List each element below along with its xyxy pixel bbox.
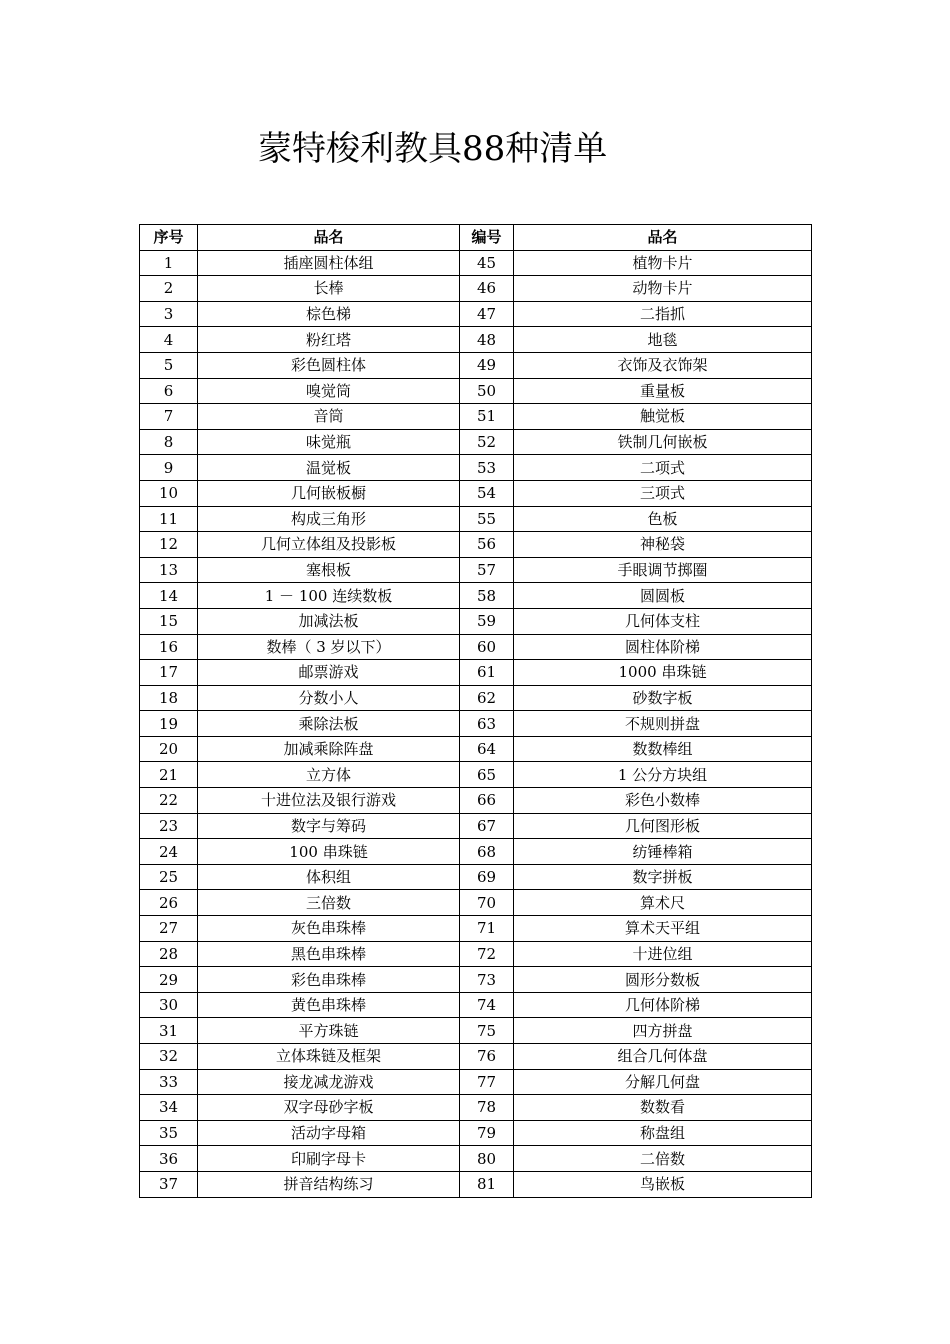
cell-name-left: 棕色梯 [198,301,460,327]
cell-number: 50 [460,378,514,404]
cell-name-left: 加减法板 [198,608,460,634]
table-row [140,1146,812,1172]
cell-name-left: 长棒 [198,276,460,302]
cell-name-left: 数棒（ 3 岁以下） [198,634,460,660]
cell-name-right: 地毯 [514,327,812,353]
cell-seq: 22 [140,788,198,814]
table-row [140,557,812,583]
cell-seq: 13 [140,557,198,583]
cell-name-left: 立体珠链及框架 [198,1044,460,1070]
cell-number: 79 [460,1120,514,1146]
cell-seq: 5 [140,352,198,378]
cell-number: 47 [460,301,514,327]
table-row [140,378,812,404]
table-row [140,480,812,506]
cell-seq: 12 [140,532,198,558]
cell-name-left: 体积组 [198,864,460,890]
table-row [140,532,812,558]
cell-name-left: 印刷字母卡 [198,1146,460,1172]
cell-name-right: 数数棒组 [514,736,812,762]
table-row [140,839,812,865]
cell-seq: 23 [140,813,198,839]
cell-number: 60 [460,634,514,660]
cell-seq: 15 [140,608,198,634]
cell-seq: 37 [140,1171,198,1197]
cell-seq: 27 [140,916,198,942]
cell-number: 73 [460,967,514,993]
cell-number: 51 [460,404,514,430]
cell-name-left: 塞根板 [198,557,460,583]
table-row [140,1018,812,1044]
cell-name-right: 铁制几何嵌板 [514,429,812,455]
cell-name-right: 鸟嵌板 [514,1171,812,1197]
cell-seq: 9 [140,455,198,481]
cell-name-left: 粉红塔 [198,327,460,353]
cell-number: 77 [460,1069,514,1095]
cell-seq: 21 [140,762,198,788]
cell-name-right: 1000 串珠链 [514,660,812,686]
cell-seq: 26 [140,890,198,916]
cell-name-right: 手眼调节掷圈 [514,557,812,583]
cell-name-right: 数字拼板 [514,864,812,890]
table-row [140,1120,812,1146]
cell-number: 80 [460,1146,514,1172]
cell-seq: 31 [140,1018,198,1044]
table-row [140,506,812,532]
cell-seq: 3 [140,301,198,327]
table-row [140,890,812,916]
cell-name-left: 黄色串珠棒 [198,992,460,1018]
table-row [140,1044,812,1070]
cell-name-right: 神秘袋 [514,532,812,558]
cell-name-right: 重量板 [514,378,812,404]
cell-number: 53 [460,455,514,481]
cell-seq: 25 [140,864,198,890]
cell-seq: 6 [140,378,198,404]
table-row [140,634,812,660]
cell-name-left: 100 串珠链 [198,839,460,865]
cell-number: 55 [460,506,514,532]
cell-seq: 24 [140,839,198,865]
cell-number: 76 [460,1044,514,1070]
cell-name-right: 算术天平组 [514,916,812,942]
cell-number: 81 [460,1171,514,1197]
cell-name-left: 平方珠链 [198,1018,460,1044]
cell-name-right: 圆形分数板 [514,967,812,993]
cell-name-right: 触觉板 [514,404,812,430]
table-header-row [140,225,812,251]
cell-number: 46 [460,276,514,302]
cell-name-right: 色板 [514,506,812,532]
cell-name-left: 立方体 [198,762,460,788]
header-seq: 序号 [140,225,198,251]
cell-number: 52 [460,429,514,455]
table-row [140,967,812,993]
cell-name-left: 温觉板 [198,455,460,481]
cell-seq: 29 [140,967,198,993]
cell-number: 54 [460,480,514,506]
cell-name-right: 四方拼盘 [514,1018,812,1044]
table-row [140,250,812,276]
cell-name-left: 音筒 [198,404,460,430]
table-row [140,992,812,1018]
table-row [140,916,812,942]
cell-seq: 8 [140,429,198,455]
cell-seq: 36 [140,1146,198,1172]
cell-seq: 33 [140,1069,198,1095]
cell-name-left: 嗅觉筒 [198,378,460,404]
table-row [140,660,812,686]
cell-name-left: 1 － 100 连续数板 [198,583,460,609]
cell-number: 75 [460,1018,514,1044]
cell-name-right: 三项式 [514,480,812,506]
cell-name-right: 彩色小数棒 [514,788,812,814]
cell-name-right: 不规则拼盘 [514,711,812,737]
cell-name-right: 动物卡片 [514,276,812,302]
cell-name-left: 彩色串珠棒 [198,967,460,993]
cell-seq: 7 [140,404,198,430]
cell-name-left: 味觉瓶 [198,429,460,455]
cell-seq: 4 [140,327,198,353]
cell-seq: 10 [140,480,198,506]
cell-seq: 32 [140,1044,198,1070]
cell-seq: 11 [140,506,198,532]
table-row [140,685,812,711]
table-row [140,404,812,430]
table-row [140,941,812,967]
cell-name-right: 二倍数 [514,1146,812,1172]
cell-number: 64 [460,736,514,762]
cell-name-right: 分解几何盘 [514,1069,812,1095]
cell-number: 78 [460,1095,514,1121]
table-row [140,788,812,814]
cell-name-left: 几何嵌板橱 [198,480,460,506]
cell-number: 61 [460,660,514,686]
cell-name-left: 十进位法及银行游戏 [198,788,460,814]
cell-number: 72 [460,941,514,967]
cell-seq: 20 [140,736,198,762]
cell-name-left: 分数小人 [198,685,460,711]
cell-name-right: 组合几何体盘 [514,1044,812,1070]
table-row [140,813,812,839]
table-row [140,711,812,737]
cell-name-left: 加减乘除阵盘 [198,736,460,762]
cell-number: 70 [460,890,514,916]
cell-seq: 1 [140,250,198,276]
cell-seq: 28 [140,941,198,967]
cell-name-left: 彩色圆柱体 [198,352,460,378]
table-row [140,429,812,455]
cell-number: 74 [460,992,514,1018]
table-row [140,583,812,609]
cell-number: 66 [460,788,514,814]
cell-seq: 19 [140,711,198,737]
cell-seq: 18 [140,685,198,711]
cell-name-left: 几何立体组及投影板 [198,532,460,558]
cell-number: 62 [460,685,514,711]
cell-name-left: 活动字母箱 [198,1120,460,1146]
cell-name-right: 衣饰及衣饰架 [514,352,812,378]
cell-name-left: 乘除法板 [198,711,460,737]
cell-name-right: 数数看 [514,1095,812,1121]
cell-number: 67 [460,813,514,839]
table-row [140,736,812,762]
cell-name-right: 几何图形板 [514,813,812,839]
cell-seq: 35 [140,1120,198,1146]
table-row [140,608,812,634]
cell-name-left: 三倍数 [198,890,460,916]
table-row [140,276,812,302]
cell-name-left: 插座圆柱体组 [198,250,460,276]
cell-name-left: 双字母砂字板 [198,1095,460,1121]
cell-number: 48 [460,327,514,353]
table-row [140,1095,812,1121]
cell-name-right: 二指抓 [514,301,812,327]
cell-name-left: 接龙减龙游戏 [198,1069,460,1095]
table-row [140,1069,812,1095]
header-name-left: 品名 [198,225,460,251]
cell-name-left: 拼音结构练习 [198,1171,460,1197]
header-number: 编号 [460,225,514,251]
cell-seq: 34 [140,1095,198,1121]
table-row [140,301,812,327]
cell-number: 63 [460,711,514,737]
cell-name-right: 十进位组 [514,941,812,967]
table-row [140,352,812,378]
cell-number: 71 [460,916,514,942]
table-row [140,455,812,481]
cell-name-right: 砂数字板 [514,685,812,711]
cell-number: 45 [460,250,514,276]
table-row [140,864,812,890]
cell-name-right: 二项式 [514,455,812,481]
cell-number: 65 [460,762,514,788]
cell-name-right: 几何体支柱 [514,608,812,634]
cell-name-left: 邮票游戏 [198,660,460,686]
cell-name-right: 称盘组 [514,1120,812,1146]
cell-name-right: 植物卡片 [514,250,812,276]
table-row [140,1171,812,1197]
cell-name-right: 算术尺 [514,890,812,916]
cell-name-right: 纺锤棒箱 [514,839,812,865]
cell-name-left: 数字与筹码 [198,813,460,839]
cell-name-left: 构成三角形 [198,506,460,532]
table-body [140,250,812,1197]
cell-number: 69 [460,864,514,890]
cell-seq: 17 [140,660,198,686]
cell-name-left: 灰色串珠棒 [198,916,460,942]
cell-name-left: 黑色串珠棒 [198,941,460,967]
cell-number: 68 [460,839,514,865]
cell-name-right: 几何体阶梯 [514,992,812,1018]
cell-number: 58 [460,583,514,609]
table-row [140,762,812,788]
cell-seq: 14 [140,583,198,609]
cell-name-right: 圆圆板 [514,583,812,609]
cell-number: 57 [460,557,514,583]
cell-seq: 16 [140,634,198,660]
cell-number: 56 [460,532,514,558]
cell-number: 59 [460,608,514,634]
table-row [140,327,812,353]
cell-name-right: 1 公分方块组 [514,762,812,788]
cell-seq: 2 [140,276,198,302]
cell-number: 49 [460,352,514,378]
cell-seq: 30 [140,992,198,1018]
page-title: 蒙特梭利教具88种清单 [258,129,608,169]
cell-name-right: 圆柱体阶梯 [514,634,812,660]
header-name-right: 品名 [514,225,812,251]
materials-table [139,224,812,1198]
